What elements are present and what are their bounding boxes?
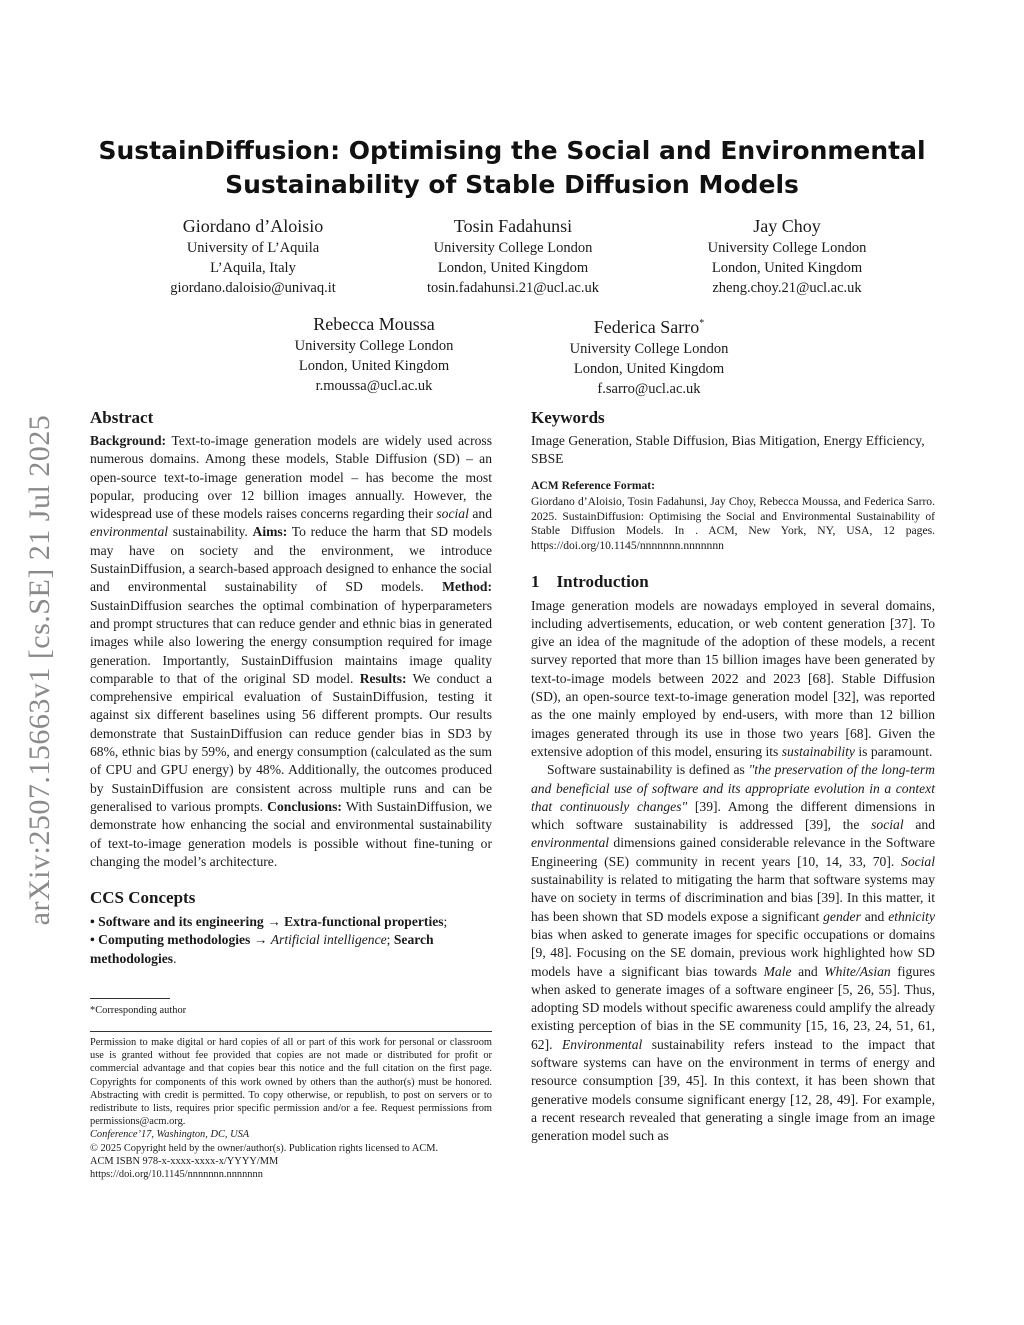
- author-email: tosin.fadahunsi.21@ucl.ac.uk: [426, 280, 599, 296]
- ccs-heading: CCS Concepts: [90, 888, 196, 908]
- keywords-text: Image Generation, Stable Diffusion, Bias Mitigation, Energy Efficiency, SBSE: [531, 433, 925, 467]
- permission-notice: Permission to make digital or hard copies of all or part of this work for personal or classroom use is granted without fee provided that copies are not made or distributed for profit or commercial advantage and that copies bear this notice and the full citation on the first page. Copyrights for components of this work owned by others than the author(s) must be honored. Abstracting with credit is permitted. To copy otherwise, or republish, to post on servers or to redistribute to lists, requires prior specific permission and/or a fee. Request permissions from permissions@acm.org. Conference’17, Washington, DC, USA © 2025 Copyright held by the owner/author(s). Publication rights licensed to ACM. ACM ISBN 978-x-xxxx-xxxx-x/YYYY/MM https://doi.org/10.1145/nnnnnnn.nnnnnnn: [90, 1037, 492, 1181]
- author-block: [118, 214, 388, 298]
- author-block: [239, 312, 509, 396]
- author-block: [652, 214, 922, 298]
- author-name: Tosin Fadahunsi: [453, 216, 573, 236]
- doi-line: https://doi.org/10.1145/nnnnnnn.nnnnnnn: [90, 1169, 263, 1181]
- author-email: f.sarro@ucl.ac.uk: [597, 381, 701, 397]
- author-name: Rebecca Moussa: [313, 314, 435, 334]
- left-column: [90, 407, 492, 968]
- author-email: r.moussa@ucl.ac.uk: [315, 378, 433, 394]
- copyright-line: © 2025 Copyright held by the owner/author(s). Publication rights licensed to ACM.: [90, 1142, 439, 1154]
- author-block: [378, 214, 648, 298]
- intro-paragraph-2: Software sustainability is defined as "the preservation of the long-term and beneficial use of software and its appropriate evolution in a context that continuously changes" [39]. Among the different dimensions in which software sustainability is addressed [39], the social and environmental dimensions gained considerable relevance in the Software Engineering (SE) community in recent years [10, 14, 33, 70]. Social sustainability is related to mitigating the harm that software systems may have on society in terms of discrimination and bias [39]. In this matter, it has been shown that SD models expose a significant gender and ethnicity bias when asked to generate images for specific occupations or domains [9, 48]. Focusing on the SE domain, previous work highlighted how SD models have a significant bias towards Male and White/Asian figures when asked to generate images of a software engineer [5, 26, 55]. Thus, adopting SD models without specific awareness could amplify the already existing perception of bias in the SE community [15, 16, 23, 24, 51, 61, 62]. Environmental sustainability refers instead to the impact that software systems can have on the environment in terms of energy and resource consumption [39, 45]. In this context, it has been shown that generative models consume significant energy [12, 28, 49]. For example, a recent research revealed that generating a single image from an image generation model such as: [531, 762, 935, 1144]
- author-email: giordano.daloisio@univaq.it: [170, 280, 336, 296]
- author-block: [514, 312, 784, 399]
- author-name: Giordano d’Aloisio: [182, 216, 324, 236]
- introduction-heading: 1 Introduction: [531, 571, 649, 591]
- ccs-concepts: • Software and its engineering → Extra-functional properties; • Computing methodologies → Artificial intelligence; Search methodologies.: [90, 914, 448, 966]
- author-affiliation: University College London: [569, 341, 729, 357]
- author-affiliation: University of L’Aquila: [186, 240, 320, 256]
- author-affiliation: University College London: [294, 338, 454, 354]
- author-location: London, United Kingdom: [573, 361, 725, 377]
- isbn-line: ACM ISBN 978-x-xxxx-xxxx-x/YYYY/MM: [90, 1155, 279, 1167]
- author-location: London, United Kingdom: [437, 260, 589, 276]
- corresponding-mark: *: [699, 318, 705, 329]
- author-location: London, United Kingdom: [298, 358, 450, 374]
- keywords-heading: Keywords: [531, 408, 605, 427]
- right-column: [531, 407, 935, 1145]
- acm-reference-heading: ACM Reference Format:: [531, 478, 656, 492]
- acm-reference-text: Giordano d’Aloisio, Tosin Fadahunsi, Jay Choy, Rebecca Moussa, and Federica Sarro. 2025. SustainDiffusion: Optimising the Social and Environmental Sustainability of Stable Diffusion Models. In . ACM, New York, NY, USA, 12 pages. https://doi.org/10.1145/nnnnnnn.nnnnnnn: [531, 495, 935, 552]
- abstract-text: Background: Text-to-image generation models are widely used across numerous domains. Among these models, Stable Diffusion (SD) – an open-source text-to-image generation model – has become the most popular, producing over 12 billion images annually. However, the widespread use of these models raises concerns regarding their social and environmental sustainability. Aims: To reduce the harm that SD models may have on society and the environment, we introduce SustainDiffusion, a search-based approach designed to enhance the social and environmental sustainability of SD models. Method: SustainDiffusion searches the optimal combination of hyperparameters and prompt structures that can reduce gender and ethnic bias in generated images while also lowering the energy consumption required for image generation. Importantly, SustainDiffusion maintains image quality comparable to that of the original SD model. Results: We conduct a comprehensive empirical evaluation of SustainDiffusion, testing it against six different baselines using 56 different prompts. Our results demonstrate that SustainDiffusion can reduce gender bias in SD3 by 68%, ethnic bias by 59%, and energy consumption (calculated as the sum of CPU and GPU energy) by 48%. Additionally, the outcomes produced by SustainDiffusion are consistent across multiple runs and can be generalised to various prompts. Conclusions: With SustainDiffusion, we demonstrate how enhancing the social and environmental sustainability of text-to-image generation models is possible without fine-tuning or changing the model’s architecture.: [90, 433, 493, 869]
- author-affiliation: University College London: [707, 240, 867, 256]
- author-affiliation: University College London: [433, 240, 593, 256]
- author-name: Federica Sarro*: [593, 317, 705, 337]
- arxiv-identifier: arXiv:2507.15663v1 [cs.SE] 21 Jul 2025: [23, 414, 56, 926]
- paper-title: SustainDiffusion: Optimising the Social and Environmental Sustainability of Stable Diffusion Models: [98, 136, 926, 199]
- corresponding-author-note: *Corresponding author: [90, 1005, 187, 1016]
- author-name: Jay Choy: [753, 216, 821, 236]
- conference-info: Conference’17, Washington, DC, USA: [90, 1129, 250, 1141]
- author-location: London, United Kingdom: [711, 260, 863, 276]
- footnote-rule: [90, 1031, 492, 1032]
- footnote-rule-short: [90, 998, 170, 999]
- author-email: zheng.choy.21@ucl.ac.uk: [712, 280, 862, 296]
- author-location: L’Aquila, Italy: [210, 260, 296, 276]
- abstract-heading: Abstract: [90, 408, 154, 427]
- intro-paragraph-1: Image generation models are nowadays employed in several domains, including advertisements, education, or web content generation [37]. To give an idea of the magnitude of the adoption of these models, a recent survey reported that more than 15 billion images have been generated by text-to-image models between 2022 and 2023 [68]. Stable Diffusion (SD), an open-source text-to-image generation model [32], was reported as the one mainly employed by end-users, with more than 12 billion images generated through its use in those two years [68]. Given the extensive adoption of this model, ensuring its sustainability is paramount.: [531, 597, 935, 759]
